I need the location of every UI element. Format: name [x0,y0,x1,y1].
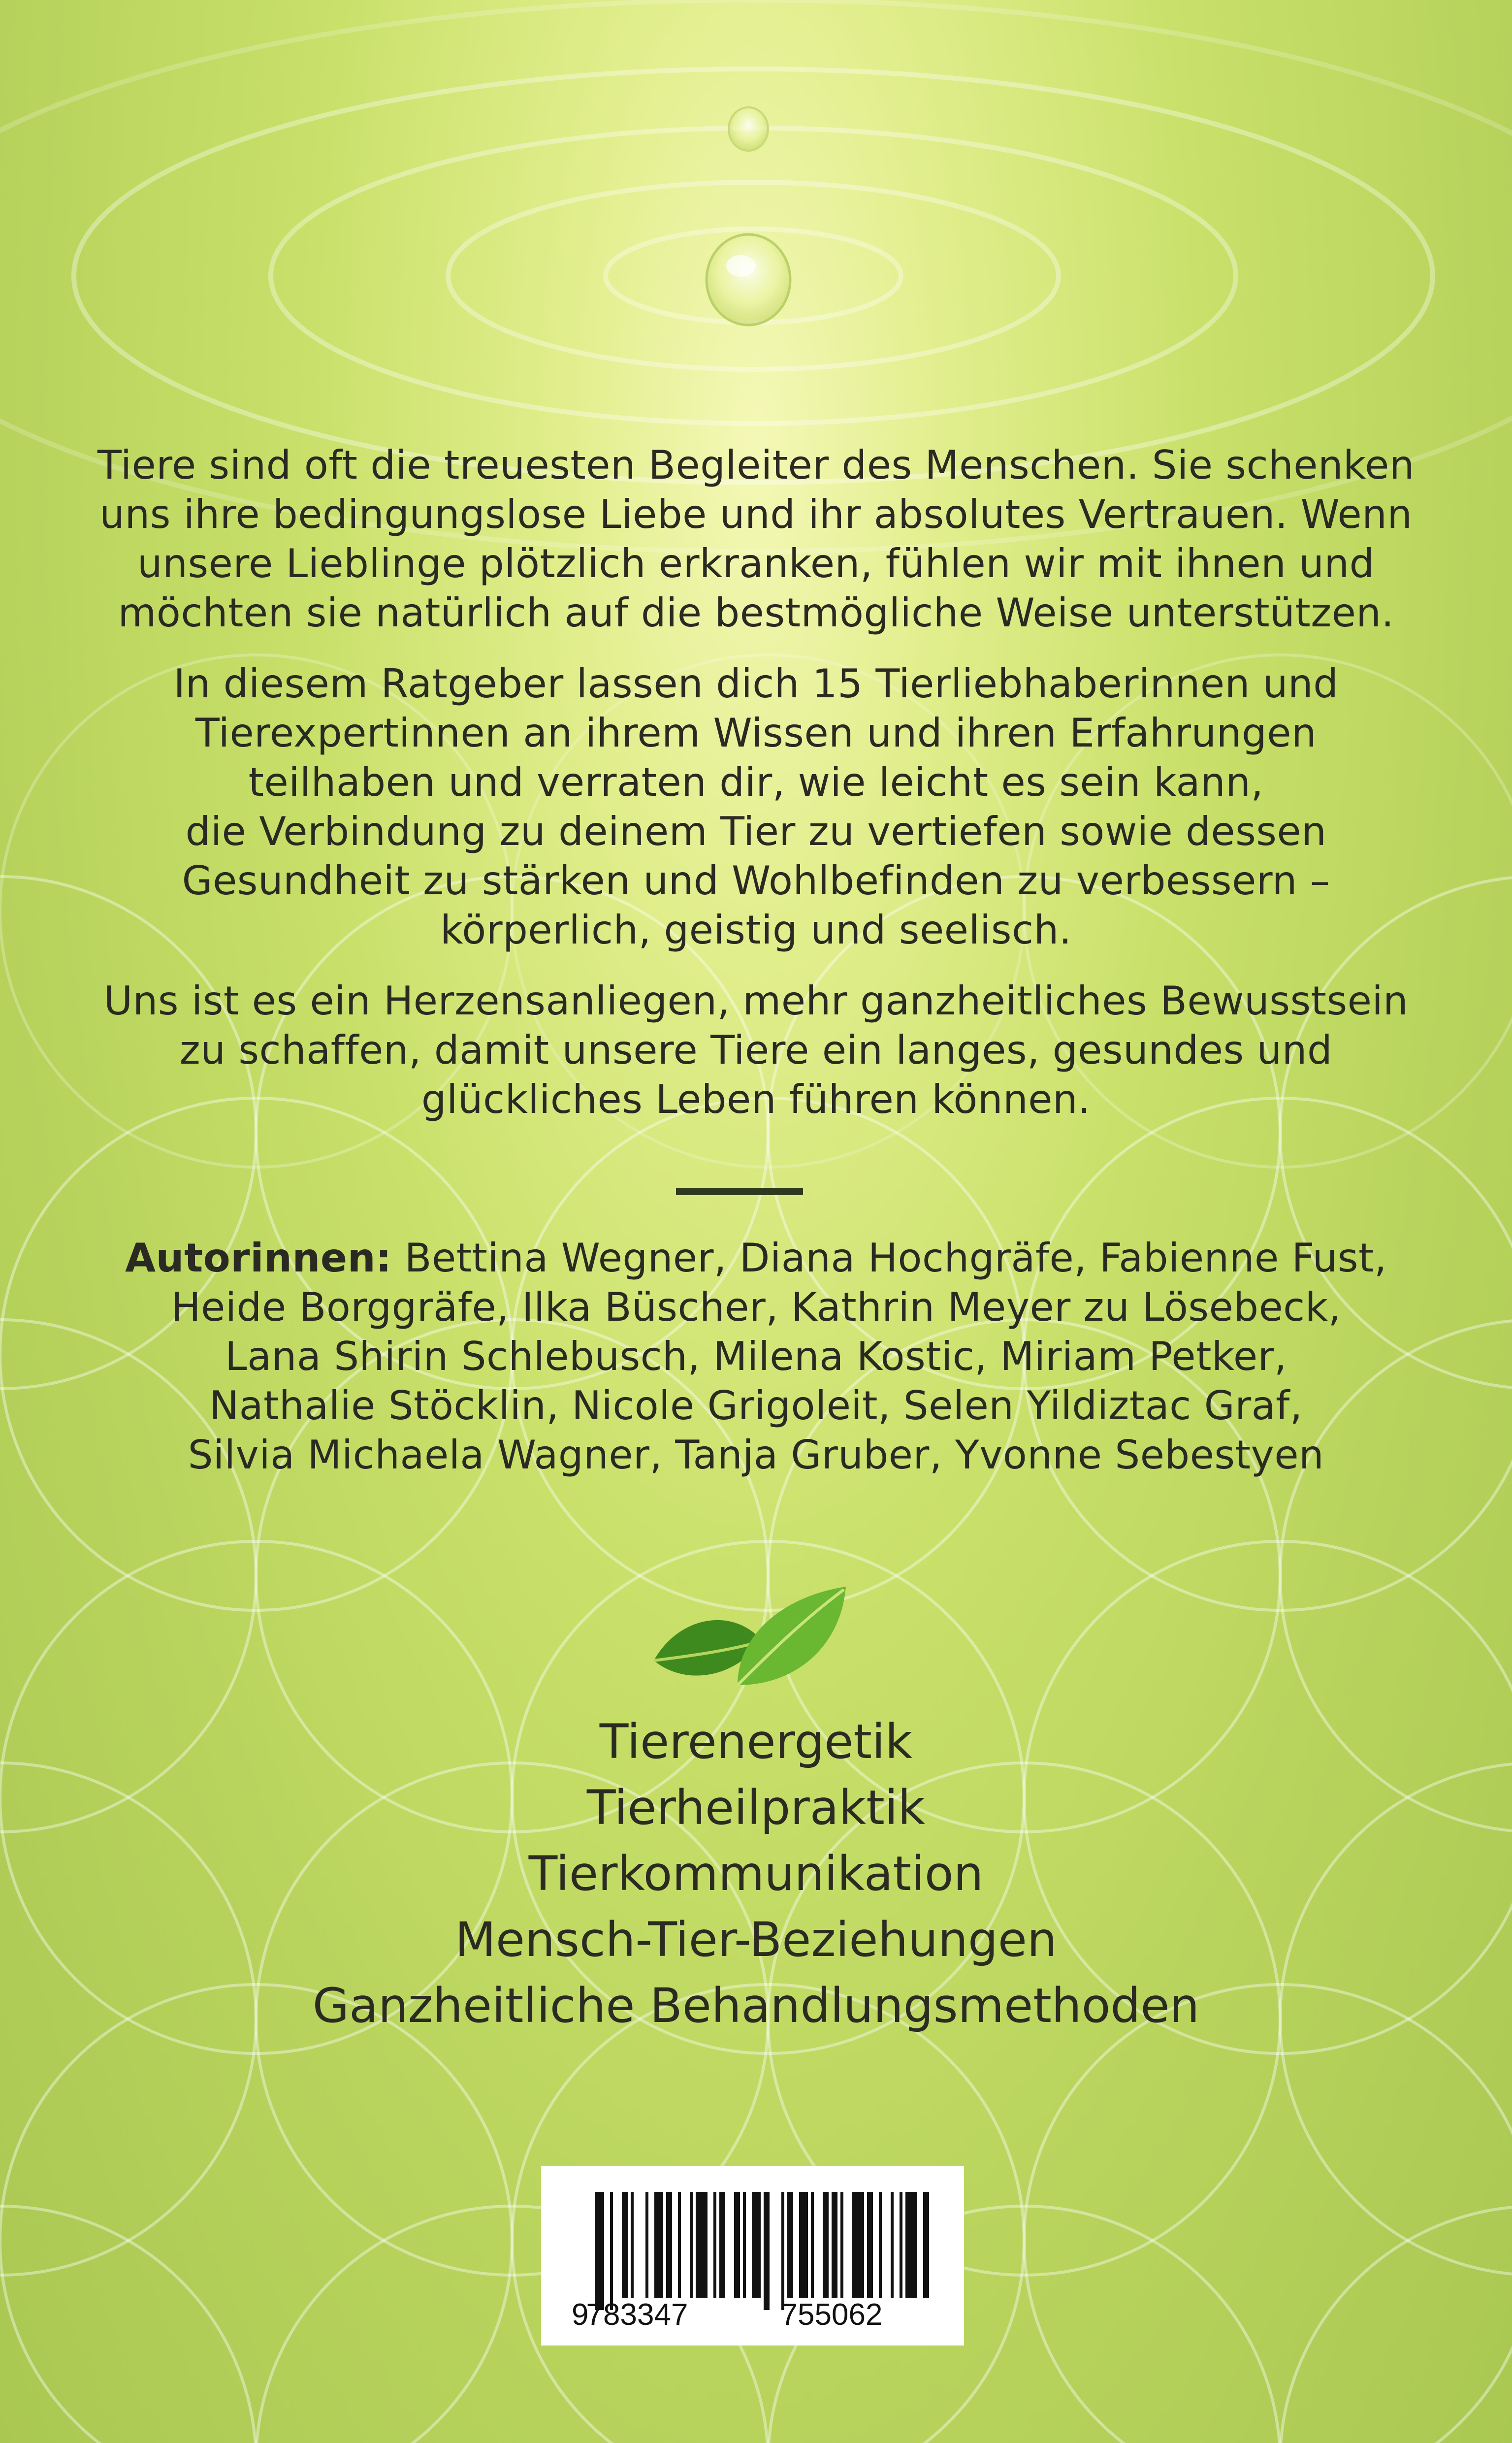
barcode-bar [879,2192,882,2298]
barcode-first-digit: 9 [572,2298,589,2332]
barcode-bars [595,2192,929,2310]
intro-line: Uns ist es ein Herzensanliegen, mehr ganzheitliches Bewusstsein [103,978,1409,1024]
isbn-barcode [541,2166,964,2345]
barcode-bar [823,2192,829,2298]
intro-line: körperlich, geistig und seelisch. [440,907,1072,953]
barcode-bar [900,2192,902,2298]
authors-line: Lana Shirin Schlebusch, Milena Kostic, Miriam Petker, [225,1334,1287,1379]
barcode-icon [541,2166,964,2345]
barcode-bar [666,2192,672,2298]
intro-line: zu schaffen, damit unsere Tiere ein langes, gesundes und [179,1027,1333,1073]
barcode-bar [867,2192,873,2298]
barcode-bar [905,2192,917,2298]
authors-label: Autorinnen: [125,1235,392,1281]
barcode-bar [719,2192,725,2298]
intro-paragraph-2 [0,659,1512,955]
barcode-bar [595,2192,604,2310]
topic-item: Mensch-Tier-Beziehungen [455,1912,1057,1967]
authors-line: Bettina Wegner, Diana Hochgräfe, Fabienne Fust, [391,1235,1387,1281]
barcode-bar [654,2192,663,2298]
barcode-bar [832,2192,837,2298]
barcode-group-2: 755062 [780,2298,883,2332]
water-drop-icon [707,107,790,325]
barcode-bar [678,2192,681,2298]
intro-line: Tierexpertinnen an ihrem Wissen und ihren Erfahrungen [195,710,1317,756]
intro-line: glückliches Leben führen können. [421,1076,1091,1122]
intro-line: möchten sie natürlich auf die bestmögliche Weise unterstützen. [118,590,1394,636]
barcode-bar [781,2192,784,2310]
intro-line: uns ihre bedingungslose Liebe und ihr absolutes Vertrauen. Wenn [99,491,1413,537]
barcode-bar [799,2192,808,2298]
topic-item: Tierenergetik [599,1714,913,1769]
section-divider [676,1188,803,1195]
authors-list [0,1234,1512,1480]
intro-paragraph-1 [0,441,1512,638]
authors-line: Heide Borggräfe, Ilka Büscher, Kathrin Meyer zu Lösebeck, [171,1284,1341,1330]
authors-line: Silvia Michaela Wagner, Tanja Gruber, Yvonne Sebestyen [188,1432,1324,1478]
topic-item: Tierheilpraktik [586,1780,926,1835]
authors-line: Nathalie Stöcklin, Nicole Grigoleit, Selen Yildiztac Graf, [209,1383,1303,1429]
leaf-logo-icon [649,1587,849,1700]
barcode-bar [743,2192,746,2298]
barcode-bar [713,2192,716,2298]
barcode-bar [622,2192,628,2298]
barcode-bar [852,2192,864,2298]
intro-line: unsere Lieblinge plötzlich erkranken, fühlen wir mit ihnen und [137,541,1375,586]
barcode-bar [696,2192,708,2298]
intro-text [0,441,1512,1124]
barcode-bar [610,2192,613,2310]
barcode-bar [764,2192,770,2310]
intro-line: die Verbindung zu deinem Tier zu vertiefen sowie dessen [185,809,1327,854]
barcode-bar [923,2192,929,2298]
topics-list [0,1709,1512,2039]
barcode-bar [645,2192,648,2298]
barcode-bar [891,2192,894,2298]
topic-item: Ganzheitliche Behandlungsmethoden [312,1978,1200,2033]
intro-line: Tiere sind oft die treuesten Begleiter des Menschen. Sie schenken [97,442,1415,488]
barcode-bar [752,2192,761,2298]
barcode-bar [811,2192,814,2298]
barcode-bar [631,2192,634,2298]
intro-line: In diesem Ratgeber lassen dich 15 Tierliebhaberinnen und [173,661,1339,707]
authors-paragraph [0,1234,1512,1480]
barcode-group-1: 783347 [586,2298,688,2332]
barcode-bar [734,2192,740,2298]
barcode-bar [690,2192,693,2298]
topic-item: Tierkommunikation [528,1846,984,1901]
intro-paragraph-3 [0,977,1512,1124]
intro-line: Gesundheit zu stärken und Wohlbefinden zu verbessern – [182,858,1330,904]
intro-line: teilhaben und verraten dir, wie leicht es sein kann, [248,759,1264,805]
barcode-bar [787,2192,793,2298]
barcode-bar [840,2192,843,2298]
